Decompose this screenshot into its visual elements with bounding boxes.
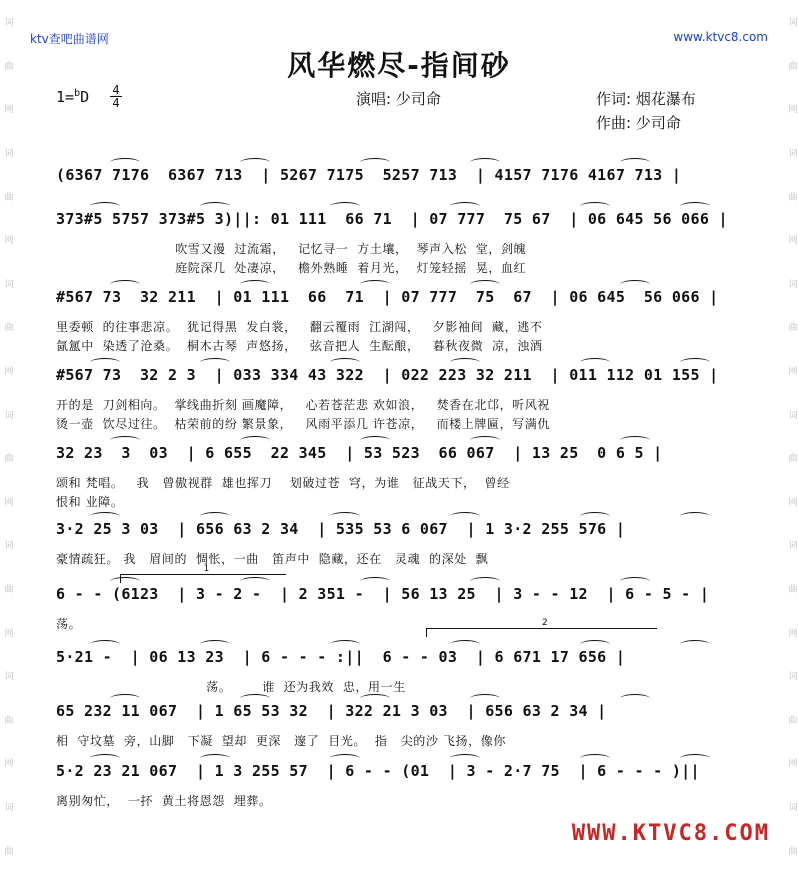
- singer-credit: 演唱: 少司命: [356, 90, 441, 108]
- slur-mark: [200, 512, 230, 521]
- key-flat: b: [74, 88, 81, 99]
- slur-mark: [240, 436, 270, 445]
- side-watermark-char: 词: [786, 540, 797, 550]
- side-watermark-char: 曲: [2, 191, 13, 201]
- side-watermark-char: 网: [2, 496, 13, 506]
- lyric-line: 荡。: [56, 617, 82, 631]
- side-watermark-char: 曲: [786, 453, 797, 463]
- lyric-line: 豪情疏狂。 我 眉间的 惆怅，一曲 笛声中 隐藏，还在 灵魂 的深处 飘: [56, 552, 489, 566]
- side-watermark-char: 曲: [786, 191, 797, 201]
- slur-mark: [620, 577, 650, 586]
- slur-mark: [240, 694, 270, 703]
- slur-mark: [450, 202, 480, 211]
- lyric-line: 烫一壶 饮尽过往。 枯荣前的纷 繁景象， 风雨平添几 许苍凉， 而楼上牌匾，写满仇: [56, 417, 550, 431]
- composer-credit: 作曲: 少司命: [596, 114, 681, 132]
- side-watermark-char: 词: [786, 148, 797, 158]
- side-watermark-char: 曲: [2, 60, 13, 70]
- side-watermark-char: 曲: [2, 322, 13, 332]
- left-watermark-strip: [0, 0, 14, 872]
- side-watermark-char: 网: [786, 496, 797, 506]
- slur-mark: [330, 640, 360, 649]
- slur-mark: [680, 512, 710, 521]
- slur-mark: [620, 280, 650, 289]
- side-watermark-char: 词: [2, 409, 13, 419]
- side-watermark-char: 曲: [786, 714, 797, 724]
- slur-mark: [450, 640, 480, 649]
- slur-mark: [680, 202, 710, 211]
- slur-mark: [360, 436, 390, 445]
- side-watermark-char: 曲: [786, 322, 797, 332]
- side-watermark-char: 曲: [2, 845, 13, 855]
- slur-mark: [580, 202, 610, 211]
- slur-mark: [90, 202, 120, 211]
- side-watermark-char: 网: [2, 366, 13, 376]
- slur-mark: [110, 158, 140, 167]
- slur-mark: [110, 280, 140, 289]
- notation-row: 5·2 23 21 067 | 1 3 255 57 | 6 - - (01 | 3 - 2·7 75 | 6 - - - )||: [56, 762, 700, 780]
- lyric-line: 颂和 梵唱。 我 曾傲视群 雄也挥刀 划破过苍 穹，为谁 征战天下， 曾经: [56, 476, 510, 490]
- side-watermark-char: 词: [786, 409, 797, 419]
- lyric-line: 荡。 谁 还为我效 忠，用一生: [56, 680, 406, 694]
- slur-mark: [200, 754, 230, 763]
- lyric-line: 庭院深几 处凄凉， 檐外熟睡 着月光， 灯笼轻摇 晃，血红: [56, 261, 527, 275]
- side-watermark-char: 曲: [786, 584, 797, 594]
- slur-mark: [200, 202, 230, 211]
- notation-row: #567 73 32 211 | 01 111 66 71 | 07 777 75 67 | 06 645 56 066 |: [56, 288, 719, 306]
- slur-mark: [90, 358, 120, 367]
- volta-label-2: 2: [542, 618, 548, 628]
- side-watermark-char: 网: [786, 235, 797, 245]
- lyric-line: 氤氲中 染透了沧桑。 桐木古琴 声悠扬， 弦音把人 生酝酿， 暮秋夜微 凉，浊酒: [56, 339, 543, 353]
- slur-mark: [620, 436, 650, 445]
- side-watermark-char: 词: [786, 671, 797, 681]
- notation-row: 32 23 3 03 | 6 655 22 345 | 53 523 66 067 | 13 25 0 6 5 |: [56, 444, 663, 462]
- side-watermark-char: 网: [786, 366, 797, 376]
- song-title: 风华燃尽-指间砂: [287, 49, 511, 82]
- time-signature: [110, 84, 122, 109]
- lyric-line: 恨和 业障。: [56, 495, 124, 509]
- slur-mark: [450, 358, 480, 367]
- side-watermark-char: 词: [2, 278, 13, 288]
- time-signature-bottom: 4: [112, 96, 120, 110]
- slur-mark: [360, 694, 390, 703]
- slur-mark: [90, 640, 120, 649]
- side-watermark-char: 词: [2, 148, 13, 158]
- slur-mark: [680, 754, 710, 763]
- notation-row: 6 - - (6123 | 3 - 2 - | 2 351 - | 56 13 25 | 3 - - 12 | 6 - 5 - |: [56, 585, 710, 603]
- slur-mark: [330, 358, 360, 367]
- side-watermark-char: 网: [786, 627, 797, 637]
- slur-mark: [360, 280, 390, 289]
- lyric-line: 吹雪又漫 过流霜， 记忆寻一 方土壤， 琴声入松 堂，剑魄: [56, 242, 527, 256]
- slur-mark: [360, 577, 390, 586]
- slur-mark: [470, 577, 500, 586]
- notation-row: (6367 7176 6367 713 | 5267 7175 5257 713 | 4157 7176 4167 713 |: [56, 166, 682, 184]
- volta-bracket-1: [120, 564, 286, 583]
- slur-mark: [360, 158, 390, 167]
- notation-row: 5·21 - | 06 13 23 | 6 - - - :|| 6 - - 03 | 6 671 17 656 |: [56, 648, 626, 666]
- slur-mark: [470, 694, 500, 703]
- lyric-line: 相 守坟墓 旁，山脚 下凝 望却 更深 邃了 目光。 指 尖的沙 飞扬，像你: [56, 734, 506, 748]
- slur-mark: [580, 754, 610, 763]
- notation-row: 373#5 5757 373#5 3)||: 01 111 66 71 | 07 777 75 67 | 06 645 56 066 |: [56, 210, 728, 228]
- slur-mark: [240, 158, 270, 167]
- side-watermark-char: 曲: [2, 453, 13, 463]
- side-watermark-char: 词: [786, 278, 797, 288]
- key-signature: [56, 88, 89, 106]
- slur-mark: [240, 280, 270, 289]
- side-watermark-char: 词: [2, 671, 13, 681]
- volta-label-1: 1: [203, 564, 210, 574]
- slur-mark: [90, 512, 120, 521]
- bottom-site-watermark: WWW.KTVC8.COM: [571, 821, 770, 846]
- slur-mark: [470, 158, 500, 167]
- lyric-line: 离别匆忙， 一抔 黄土将恩怨 埋葬。: [56, 794, 272, 808]
- side-watermark-char: 网: [2, 235, 13, 245]
- side-watermark-char: 网: [2, 758, 13, 768]
- slur-mark: [680, 358, 710, 367]
- slur-mark: [330, 512, 360, 521]
- slur-mark: [620, 694, 650, 703]
- side-watermark-char: 曲: [2, 714, 13, 724]
- key-prefix: 1=: [56, 88, 75, 106]
- side-watermark-char: 曲: [786, 60, 797, 70]
- right-watermark-strip: [784, 0, 798, 872]
- slur-mark: [620, 158, 650, 167]
- side-watermark-char: 词: [2, 17, 13, 27]
- notation-row: 3·2 25 3 03 | 656 63 2 34 | 535 53 6 067 | 1 3·2 255 576 |: [56, 520, 626, 538]
- side-watermark-char: 词: [786, 17, 797, 27]
- slur-mark: [580, 512, 610, 521]
- side-watermark-char: 词: [786, 801, 797, 811]
- side-watermark-char: 网: [786, 758, 797, 768]
- notation-row: #567 73 32 2 3 | 033 334 43 322 | 022 223 32 211 | 011 112 01 155 |: [56, 366, 719, 384]
- slur-mark: [580, 640, 610, 649]
- slur-mark: [450, 754, 480, 763]
- side-watermark-char: 词: [2, 540, 13, 550]
- lyricist-credit: 作词: 烟花瀑布: [596, 90, 696, 108]
- slur-mark: [330, 754, 360, 763]
- lyric-line: 里委顿 的往事悲凉。 犹记得黑 发白裳， 翻云覆雨 江湖闯， 夕影袖间 藏，逃不: [56, 320, 543, 334]
- key-note: D: [80, 88, 90, 106]
- notation-row: 65 232 11 067 | 1 65 53 32 | 322 21 3 03 | 656 63 2 34 |: [56, 702, 607, 720]
- volta-bracket-2: [426, 618, 657, 637]
- slur-mark: [200, 640, 230, 649]
- side-watermark-char: 曲: [2, 584, 13, 594]
- time-signature-top: 4: [112, 83, 120, 97]
- slur-mark: [90, 754, 120, 763]
- slur-mark: [680, 640, 710, 649]
- slur-mark: [450, 512, 480, 521]
- slur-mark: [470, 280, 500, 289]
- site-name-left[interactable]: ktv查吧曲谱网: [30, 32, 109, 46]
- lyric-line: 开的是 刀剑相向。 掌线曲折刻 画魔障， 心若苍茫悲 欢如浪， 焚香在北邙，听风祝: [56, 398, 550, 412]
- side-watermark-char: 网: [2, 104, 13, 114]
- side-watermark-char: 网: [786, 104, 797, 114]
- slur-mark: [330, 202, 360, 211]
- slur-mark: [200, 358, 230, 367]
- slur-mark: [110, 694, 140, 703]
- slur-mark: [470, 436, 500, 445]
- side-watermark-char: 词: [2, 801, 13, 811]
- site-url-right[interactable]: www.ktvc8.com: [673, 30, 768, 44]
- slur-mark: [580, 358, 610, 367]
- side-watermark-char: 曲: [786, 845, 797, 855]
- side-watermark-char: 网: [2, 627, 13, 637]
- slur-mark: [110, 436, 140, 445]
